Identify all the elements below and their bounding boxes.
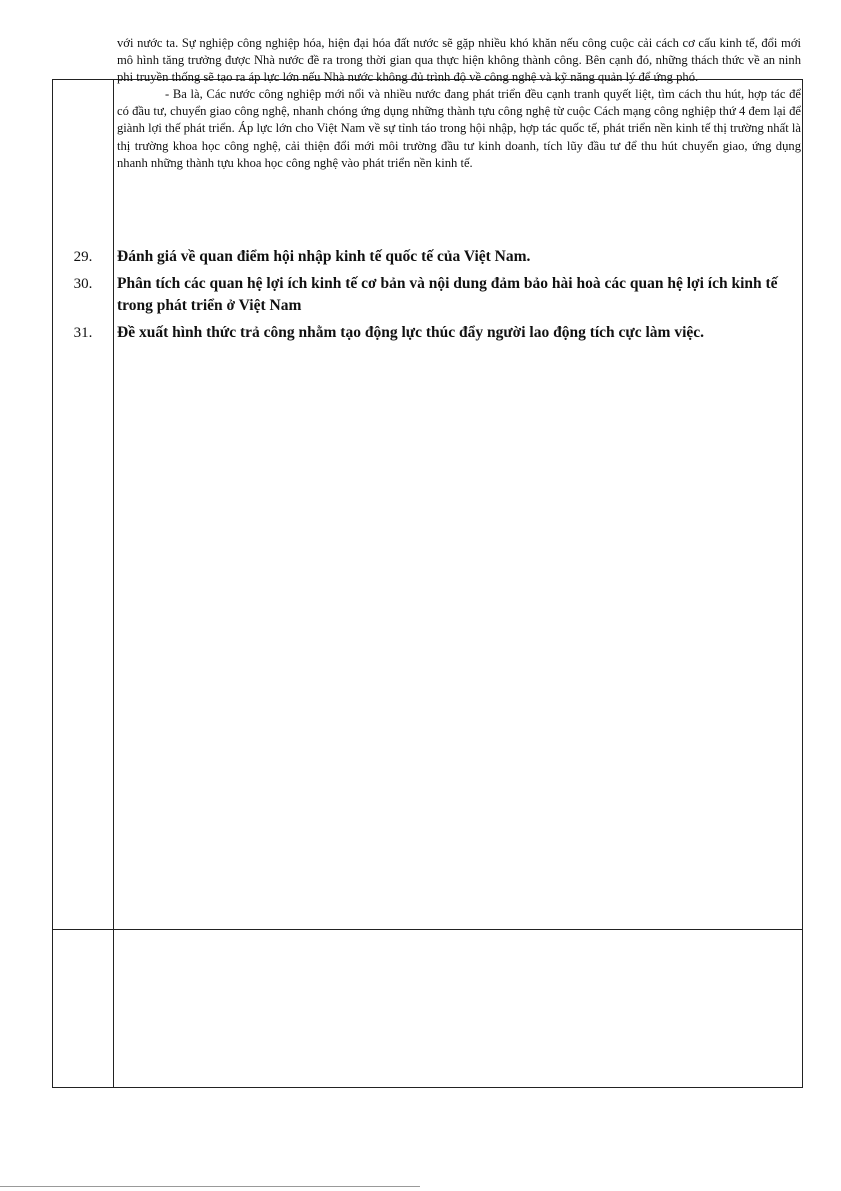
continuation-paragraph: với nước ta. Sự nghiệp công nghiệp hóa, hiện đại hóa đất nước sẽ gặp nhiều khó khăn nếu công cuộc cải cách cơ cấu kinh tế, đổi mới mô hình tăng trưởng được Nhà nước đề ra trong thời gian qua thực hiện không thành công. Bên cạnh đó, những thách thức về an ninh phi truyền thống sẽ tạo ra áp lực lớn nếu Nhà nước không đủ trình độ về công nghệ và kỹ năng quản lý để ứng phó. xyxy=(117,36,801,85)
question-number: 31. xyxy=(73,325,93,341)
question-item xyxy=(52,246,803,268)
question-text: Đề xuất hình thức trả công nhằm tạo động lực thúc đẩy người lao động tích cực làm việc. xyxy=(117,324,705,341)
question-text: Phân tích các quan hệ lợi ích kinh tế cơ bản và nội dung đảm bảo hài hoà các quan hệ lợi ích kinh tế trong phát triển ở Việt Nam xyxy=(117,275,778,314)
column-divider xyxy=(113,80,114,1087)
question-item xyxy=(52,273,803,317)
question-text: Đánh giá về quan điểm hội nhập kinh tế quốc tế của Việt Nam. xyxy=(117,248,531,265)
question-table xyxy=(52,79,803,1088)
question-list xyxy=(52,246,803,344)
question-number: 29. xyxy=(73,249,93,265)
row-divider xyxy=(53,929,802,930)
question-item xyxy=(52,322,803,344)
question-number: 30. xyxy=(73,276,93,292)
page-bottom-rule xyxy=(0,1186,420,1187)
answer-text xyxy=(117,35,801,172)
paragraph-three: - Ba là, Các nước công nghiệp mới nổi và nhiều nước đang phát triển đều cạnh tranh quyết liệt, tìm cách thu hút, hợp tác để có đầu tư, chuyển giao công nghệ, nhanh chóng ứng dụng những thành tựu công nghệ từ cuộc Cách mạng công nghiệp thứ 4 đem lại để giành lợi thế phát triển. Áp lực lớn cho Việt Nam về sự tỉnh táo trong hội nhập, hợp tác quốc tế, phát triển nền kinh tế thị trường nhất là thị trường khoa học công nghệ, cải thiện đổi mới môi trường đầu tư kinh doanh, tích lũy đầu tư để thu hút chuyển giao, ứng dụng nhanh những thành tựu khoa học công nghệ vào phát triển nền kinh tế. xyxy=(117,87,801,170)
